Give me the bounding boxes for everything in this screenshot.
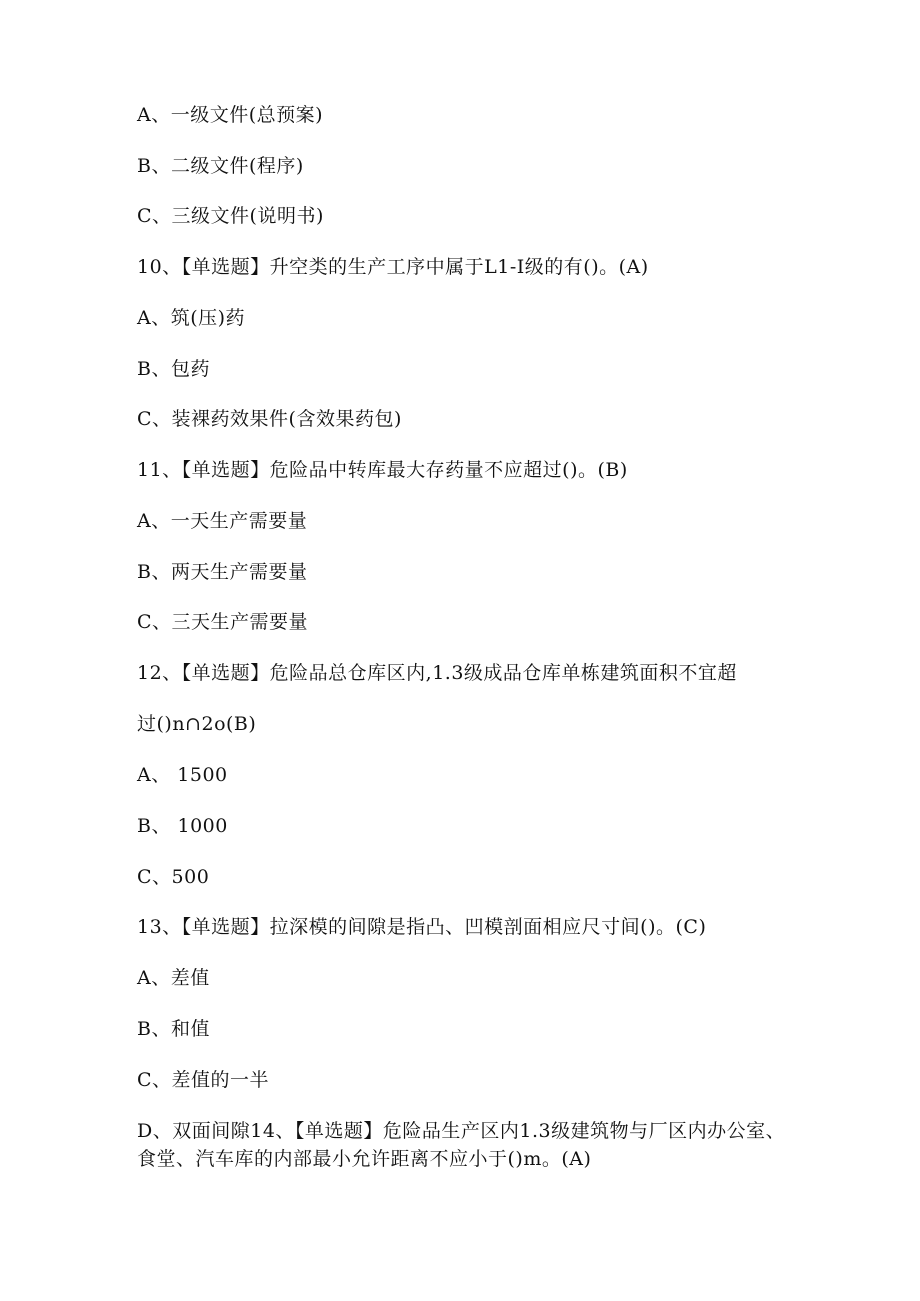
- q13-option-d-question-14: D、双面间隙14、【单选题】危险品生产区内1.3级建筑物与厂区内办公室、: [137, 1120, 786, 1142]
- option-b-level2-file: B、二级文件(程序): [137, 155, 304, 177]
- question-14-line2: 食堂、汽车库的内部最小允许距离不应小于()m。(A): [137, 1148, 592, 1170]
- q10-option-c: C、装裸药效果件(含效果药包): [137, 408, 402, 430]
- q10-option-b: B、包药: [137, 358, 210, 380]
- option-c-level3-file: C、三级文件(说明书): [137, 205, 324, 227]
- question-13: 13、【单选题】拉深模的间隙是指凸、凹模剖面相应尺寸间()。(C): [137, 916, 707, 938]
- option-a-level1-file: A、一级文件(总预案): [137, 104, 324, 126]
- q13-option-b: B、和值: [137, 1018, 210, 1040]
- question-11: 11、【单选题】危险品中转库最大存药量不应超过()。(B): [137, 459, 628, 481]
- question-10: 10、【单选题】升空类的生产工序中属于L1-I级的有()。(A): [137, 256, 649, 278]
- q13-option-c: C、差值的一半: [137, 1069, 270, 1091]
- question-12-line1: 12、【单选题】危险品总仓库区内,1.3级成品仓库单栋建筑面积不宜超: [137, 662, 737, 684]
- question-12-line2: 过()n∩2o(B): [137, 713, 257, 735]
- q11-option-a: A、一天生产需要量: [137, 510, 308, 532]
- q11-option-b: B、两天生产需要量: [137, 561, 308, 583]
- q13-option-a: A、差值: [137, 967, 210, 989]
- q11-option-c: C、三天生产需要量: [137, 611, 309, 633]
- q12-option-a: A、 1500: [137, 764, 228, 786]
- q12-option-c: C、500: [137, 866, 210, 888]
- q10-option-a: A、筑(压)药: [137, 307, 246, 329]
- q12-option-b: B、 1000: [137, 815, 228, 837]
